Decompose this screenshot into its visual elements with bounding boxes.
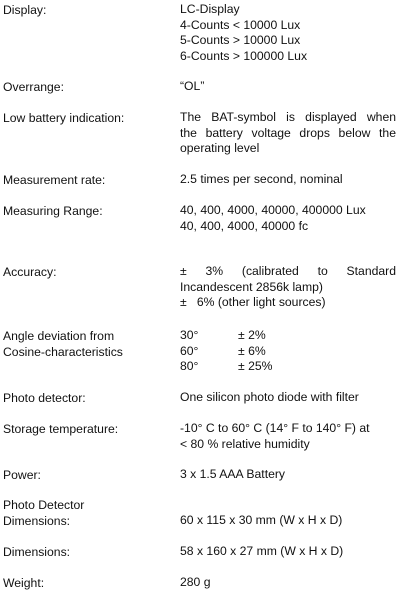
spec-value-line: 58 x 160 x 27 mm (W x H x D) [180, 544, 344, 558]
spec-value-line: LC-Display [180, 2, 240, 16]
spec-value-line: -10° C to 60° C (14° F to 140° F) at [180, 421, 370, 435]
spec-label-line: Power: [3, 468, 41, 482]
spec-value-line: 3 x 1.5 AAA Battery [180, 467, 286, 481]
spec-label-line: Low battery indication: [3, 111, 125, 125]
spec-value-display [180, 2, 396, 64]
spec-label-low-battery [3, 110, 163, 126]
spec-value-line: 6-Counts > 100000 Lux [180, 48, 308, 63]
spec-value-line: < 80 % relative humidity [180, 436, 310, 451]
spec-value-accuracy [180, 264, 396, 311]
angle-row [180, 344, 396, 360]
spec-label-measuring-range [3, 203, 163, 219]
spec-value-line: 40, 400, 4000, 40000 fc [180, 218, 309, 233]
spec-value-low-battery [180, 110, 396, 157]
angle-deviation: ± 25% [238, 359, 273, 373]
spec-value-storage-temperature [180, 421, 396, 452]
spec-label-line: Photo Detector [3, 498, 85, 512]
spec-label-line: Display: [3, 3, 47, 17]
spec-label-angle-deviation [3, 328, 163, 360]
spec-value-line: operating level [180, 141, 260, 155]
spec-label-overrange [3, 79, 163, 95]
spec-value-measuring-range [180, 203, 396, 234]
spec-value-line: Incandescent 2856k lamp) [180, 279, 323, 294]
spec-value-line: One silicon photo diode with filter [180, 390, 359, 404]
spec-value-power [180, 467, 396, 483]
spec-label-line: Angle deviation from [3, 329, 115, 343]
spec-value-line: 60 x 115 x 30 mm (W x H x D) [180, 513, 343, 527]
spec-label-power [3, 467, 163, 483]
spec-label-line: Weight: [3, 576, 45, 590]
spec-value-photo-detector-dimensions [180, 513, 396, 529]
spec-label-weight [3, 575, 163, 591]
spec-value-overrange [180, 79, 396, 95]
spec-label-line: Photo detector: [3, 391, 86, 405]
spec-label-line: Overrange: [3, 80, 64, 94]
spec-value-line: 5-Counts > 10000 Lux [180, 33, 301, 47]
spec-value-line: the battery voltage drops below the [180, 125, 396, 140]
spec-value-dimensions [180, 544, 396, 560]
spec-value-line: 280 g [180, 575, 211, 589]
spec-value-photo-detector [180, 390, 396, 406]
spec-label-photo-detector-dimensions [3, 497, 163, 529]
angle-row [180, 359, 396, 375]
spec-value-line: 2.5 times per second, nominal [180, 172, 343, 186]
angle-row [180, 328, 396, 344]
spec-label-storage-temperature [3, 421, 163, 437]
spec-value-measurement-rate [180, 172, 396, 188]
spec-value-line: ± 3% (calibrated to Standard [180, 264, 396, 278]
spec-label-photo-detector [3, 390, 163, 406]
angle-degree: 80° [180, 359, 199, 373]
spec-value-line: The BAT-symbol is displayed when [180, 110, 396, 124]
spec-label-line: Cosine-characteristics [3, 345, 123, 359]
spec-value-line: 4-Counts < 10000 Lux [180, 17, 301, 32]
spec-label-line: Accuracy: [3, 265, 57, 279]
angle-degree: 60° [180, 343, 199, 358]
spec-label-line: Dimensions: [3, 545, 71, 559]
spec-value-angle-deviation [180, 328, 396, 375]
spec-label-measurement-rate [3, 172, 163, 188]
spec-label-line: Dimensions: [3, 514, 71, 528]
spec-label-accuracy [3, 264, 163, 280]
spec-label-dimensions [3, 544, 163, 560]
spec-label-line: Storage temperature: [3, 422, 119, 436]
spec-value-weight [180, 575, 396, 591]
spec-value-line: ± 6% (other light sources) [180, 295, 326, 309]
spec-value-line: 40, 400, 4000, 40000, 400000 Lux [180, 203, 366, 217]
spec-label-display [3, 2, 163, 18]
spec-label-line: Measuring Range: [3, 204, 103, 218]
angle-degree: 30° [180, 328, 199, 342]
spec-value-line: “OL” [180, 79, 205, 93]
angle-deviation: ± 6% [238, 343, 266, 358]
spec-label-line: Measurement rate: [3, 173, 106, 187]
angle-deviation: ± 2% [238, 328, 266, 342]
